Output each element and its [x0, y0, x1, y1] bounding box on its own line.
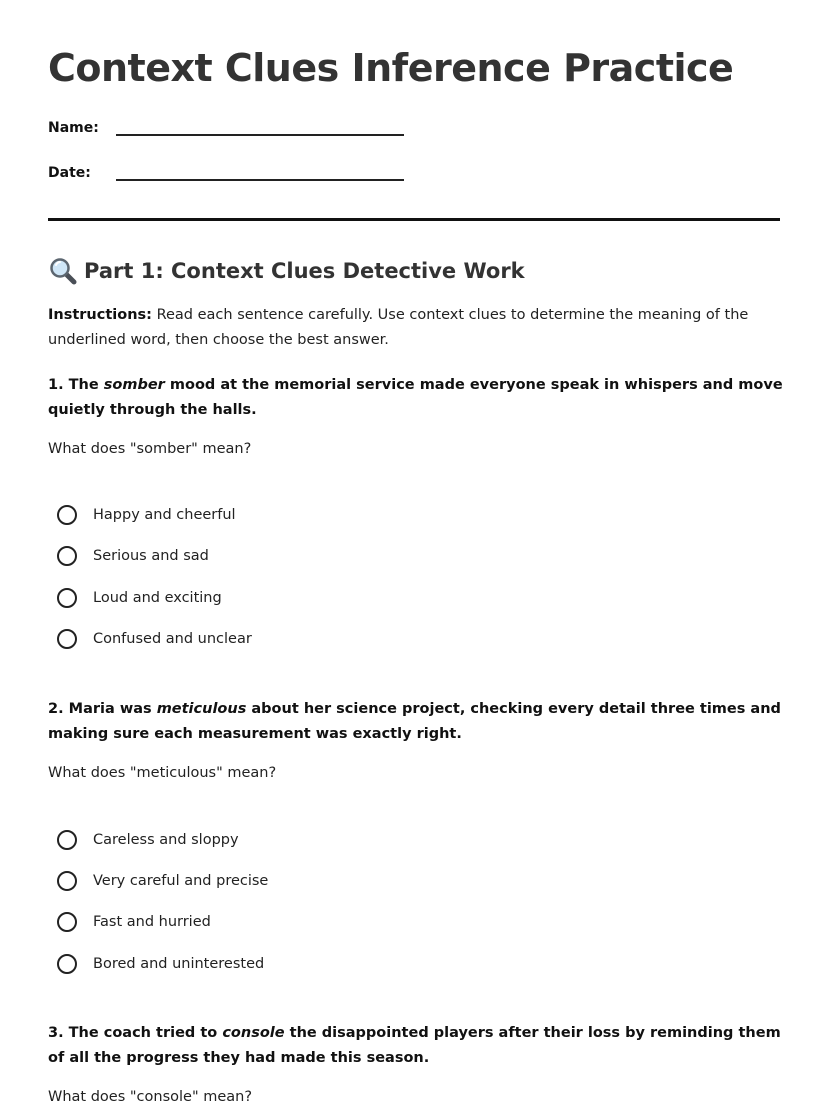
question-1-stem — [48, 373, 783, 423]
page-title: Context Clues Inference Practice — [48, 46, 734, 90]
question-2-option-1[interactable] — [57, 830, 239, 850]
section-heading — [48, 256, 525, 286]
instructions-text: Read each sentence carefully. Use context clues to determine the meaning of the underlined word, then choose the best answer. — [48, 307, 749, 348]
question-2-stem-start: 2. Maria was — [48, 701, 157, 717]
section-heading-text: Part 1: Context Clues Detective Work — [84, 259, 525, 283]
question-2-option-3[interactable] — [57, 912, 211, 932]
question-1-option-4[interactable] — [57, 629, 252, 649]
question-2-stem-end: about her science project, checking every detail three times and making sure each measurement was exactly right. — [48, 701, 781, 742]
name-blank-line[interactable] — [116, 116, 404, 136]
question-1-target-word: somber — [103, 377, 165, 393]
question-3-prompt: What does "console" mean? — [48, 1089, 253, 1105]
question-1-option-1[interactable] — [57, 505, 236, 525]
radio-button[interactable] — [57, 954, 77, 974]
option-label: Serious and sad — [93, 548, 209, 564]
radio-button[interactable] — [57, 546, 77, 566]
question-1-stem-end: mood at the memorial service made everyone speak in whispers and move quietly through the halls. — [48, 377, 783, 418]
question-1-option-3[interactable] — [57, 588, 222, 608]
radio-button[interactable] — [57, 912, 77, 932]
radio-button[interactable] — [57, 871, 77, 891]
name-label: Name: — [48, 120, 99, 136]
option-label: Careless and sloppy — [93, 832, 239, 848]
radio-button[interactable] — [57, 588, 77, 608]
question-2-prompt: What does "meticulous" mean? — [48, 765, 277, 781]
question-2-option-4[interactable] — [57, 954, 264, 974]
date-blank-line[interactable] — [116, 161, 404, 181]
magnifying-glass-icon — [48, 256, 78, 286]
question-3-target-word: console — [222, 1025, 285, 1041]
date-label: Date: — [48, 165, 91, 181]
instructions — [48, 303, 783, 353]
option-label: Loud and exciting — [93, 590, 222, 606]
radio-button[interactable] — [57, 830, 77, 850]
option-label: Very careful and precise — [93, 873, 269, 889]
radio-button[interactable] — [57, 629, 77, 649]
option-label: Confused and unclear — [93, 631, 252, 647]
question-1-option-2[interactable] — [57, 546, 209, 566]
question-2-stem — [48, 697, 783, 747]
date-field[interactable] — [48, 161, 404, 181]
option-label: Bored and uninterested — [93, 956, 265, 972]
option-label: Happy and cheerful — [93, 507, 236, 523]
question-1-stem-start: 1. The — [48, 377, 104, 393]
name-field[interactable] — [48, 116, 404, 136]
instructions-lead: Instructions: — [48, 307, 152, 323]
question-2-target-word: meticulous — [156, 701, 247, 717]
question-2-option-2[interactable] — [57, 871, 268, 891]
question-1-prompt: What does "somber" mean? — [48, 441, 252, 457]
radio-button[interactable] — [57, 505, 77, 525]
question-3-stem-end: the disappointed players after their loss by reminding them of all the progress they had made this season. — [48, 1025, 781, 1066]
question-3-stem — [48, 1021, 783, 1071]
question-3-stem-start: 3. The coach tried to — [48, 1025, 223, 1041]
option-label: Fast and hurried — [93, 914, 211, 930]
header-divider — [48, 218, 780, 221]
